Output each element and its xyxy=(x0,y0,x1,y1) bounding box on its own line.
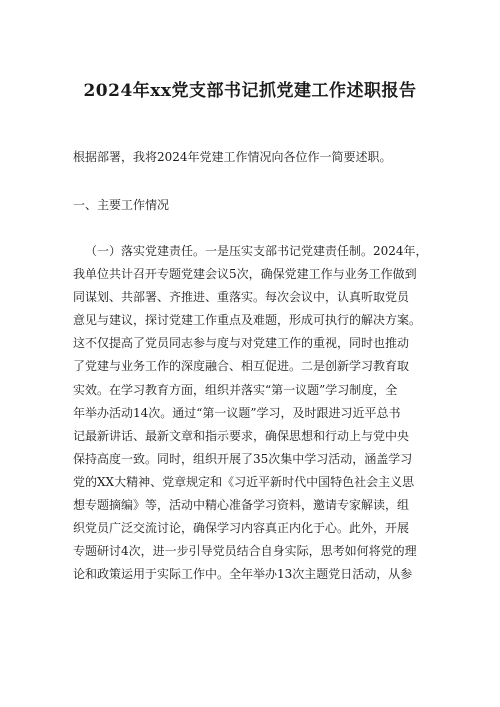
paragraph-line: 实效。在学习教育方面，组织并落实“第一议题”学习制度，全 xyxy=(73,382,398,397)
body-paragraph xyxy=(73,240,433,586)
paragraph-line: 保持高度一致。同时，组织开展了35次集中学习活动，涵盖学习 xyxy=(73,451,413,466)
paragraph-line: 这不仅提高了党员同志参与度与对党建工作的重视，同时也推动 xyxy=(73,336,410,351)
paragraph-line: 想专题摘编》等，活动中精心准备学习资料，邀请专家解读，组 xyxy=(73,498,410,513)
paragraph-line: 年举办活动14次。通过“第一议题”学习，及时跟进习近平总书 xyxy=(73,405,401,420)
paragraph-line: 党的XX大精神、党章规定和《习近平新时代中国特色社会主义思 xyxy=(73,474,415,489)
paragraph-line: 论和政策运用于实际工作中。全年举办13次主题党日活动，从参 xyxy=(73,567,413,582)
paragraph-line: 了党建与业务工作的深度融合、相互促进。二是创新学习教育取 xyxy=(73,359,410,374)
paragraph-line: 同谋划、共部署、齐推进、重落实。每次会议中，认真听取党员 xyxy=(73,290,410,305)
paragraph-line: （一）落实党建责任。一是压实支部书记党建责任制。2024年， xyxy=(85,244,428,258)
paragraph-line: 我单位共计召开专题党建会议5次，确保党建工作与业务工作做到 xyxy=(73,267,417,282)
paragraph-line: 织党员广泛交流讨论，确保学习内容真正内化于心。此外，开展 xyxy=(73,521,410,536)
paragraph-line: 意见与建议，探讨党建工作重点及难题，形成可执行的解决方案。 xyxy=(73,313,422,328)
intro-paragraph: 根据部署，我将2024年党建工作情况向各位作一简要述职。 xyxy=(73,150,392,164)
paragraph-line: 专题研讨4次，进一步引导党员结合自身实际，思考如何将党的理 xyxy=(73,544,417,559)
section-heading: 一、主要工作情况 xyxy=(73,198,170,212)
document-title: 2024年xx党支部书记抓党建工作述职报告 xyxy=(83,81,417,101)
paragraph-line: 记最新讲话、最新文章和指示要求，确保思想和行动上与党中央 xyxy=(73,428,410,443)
